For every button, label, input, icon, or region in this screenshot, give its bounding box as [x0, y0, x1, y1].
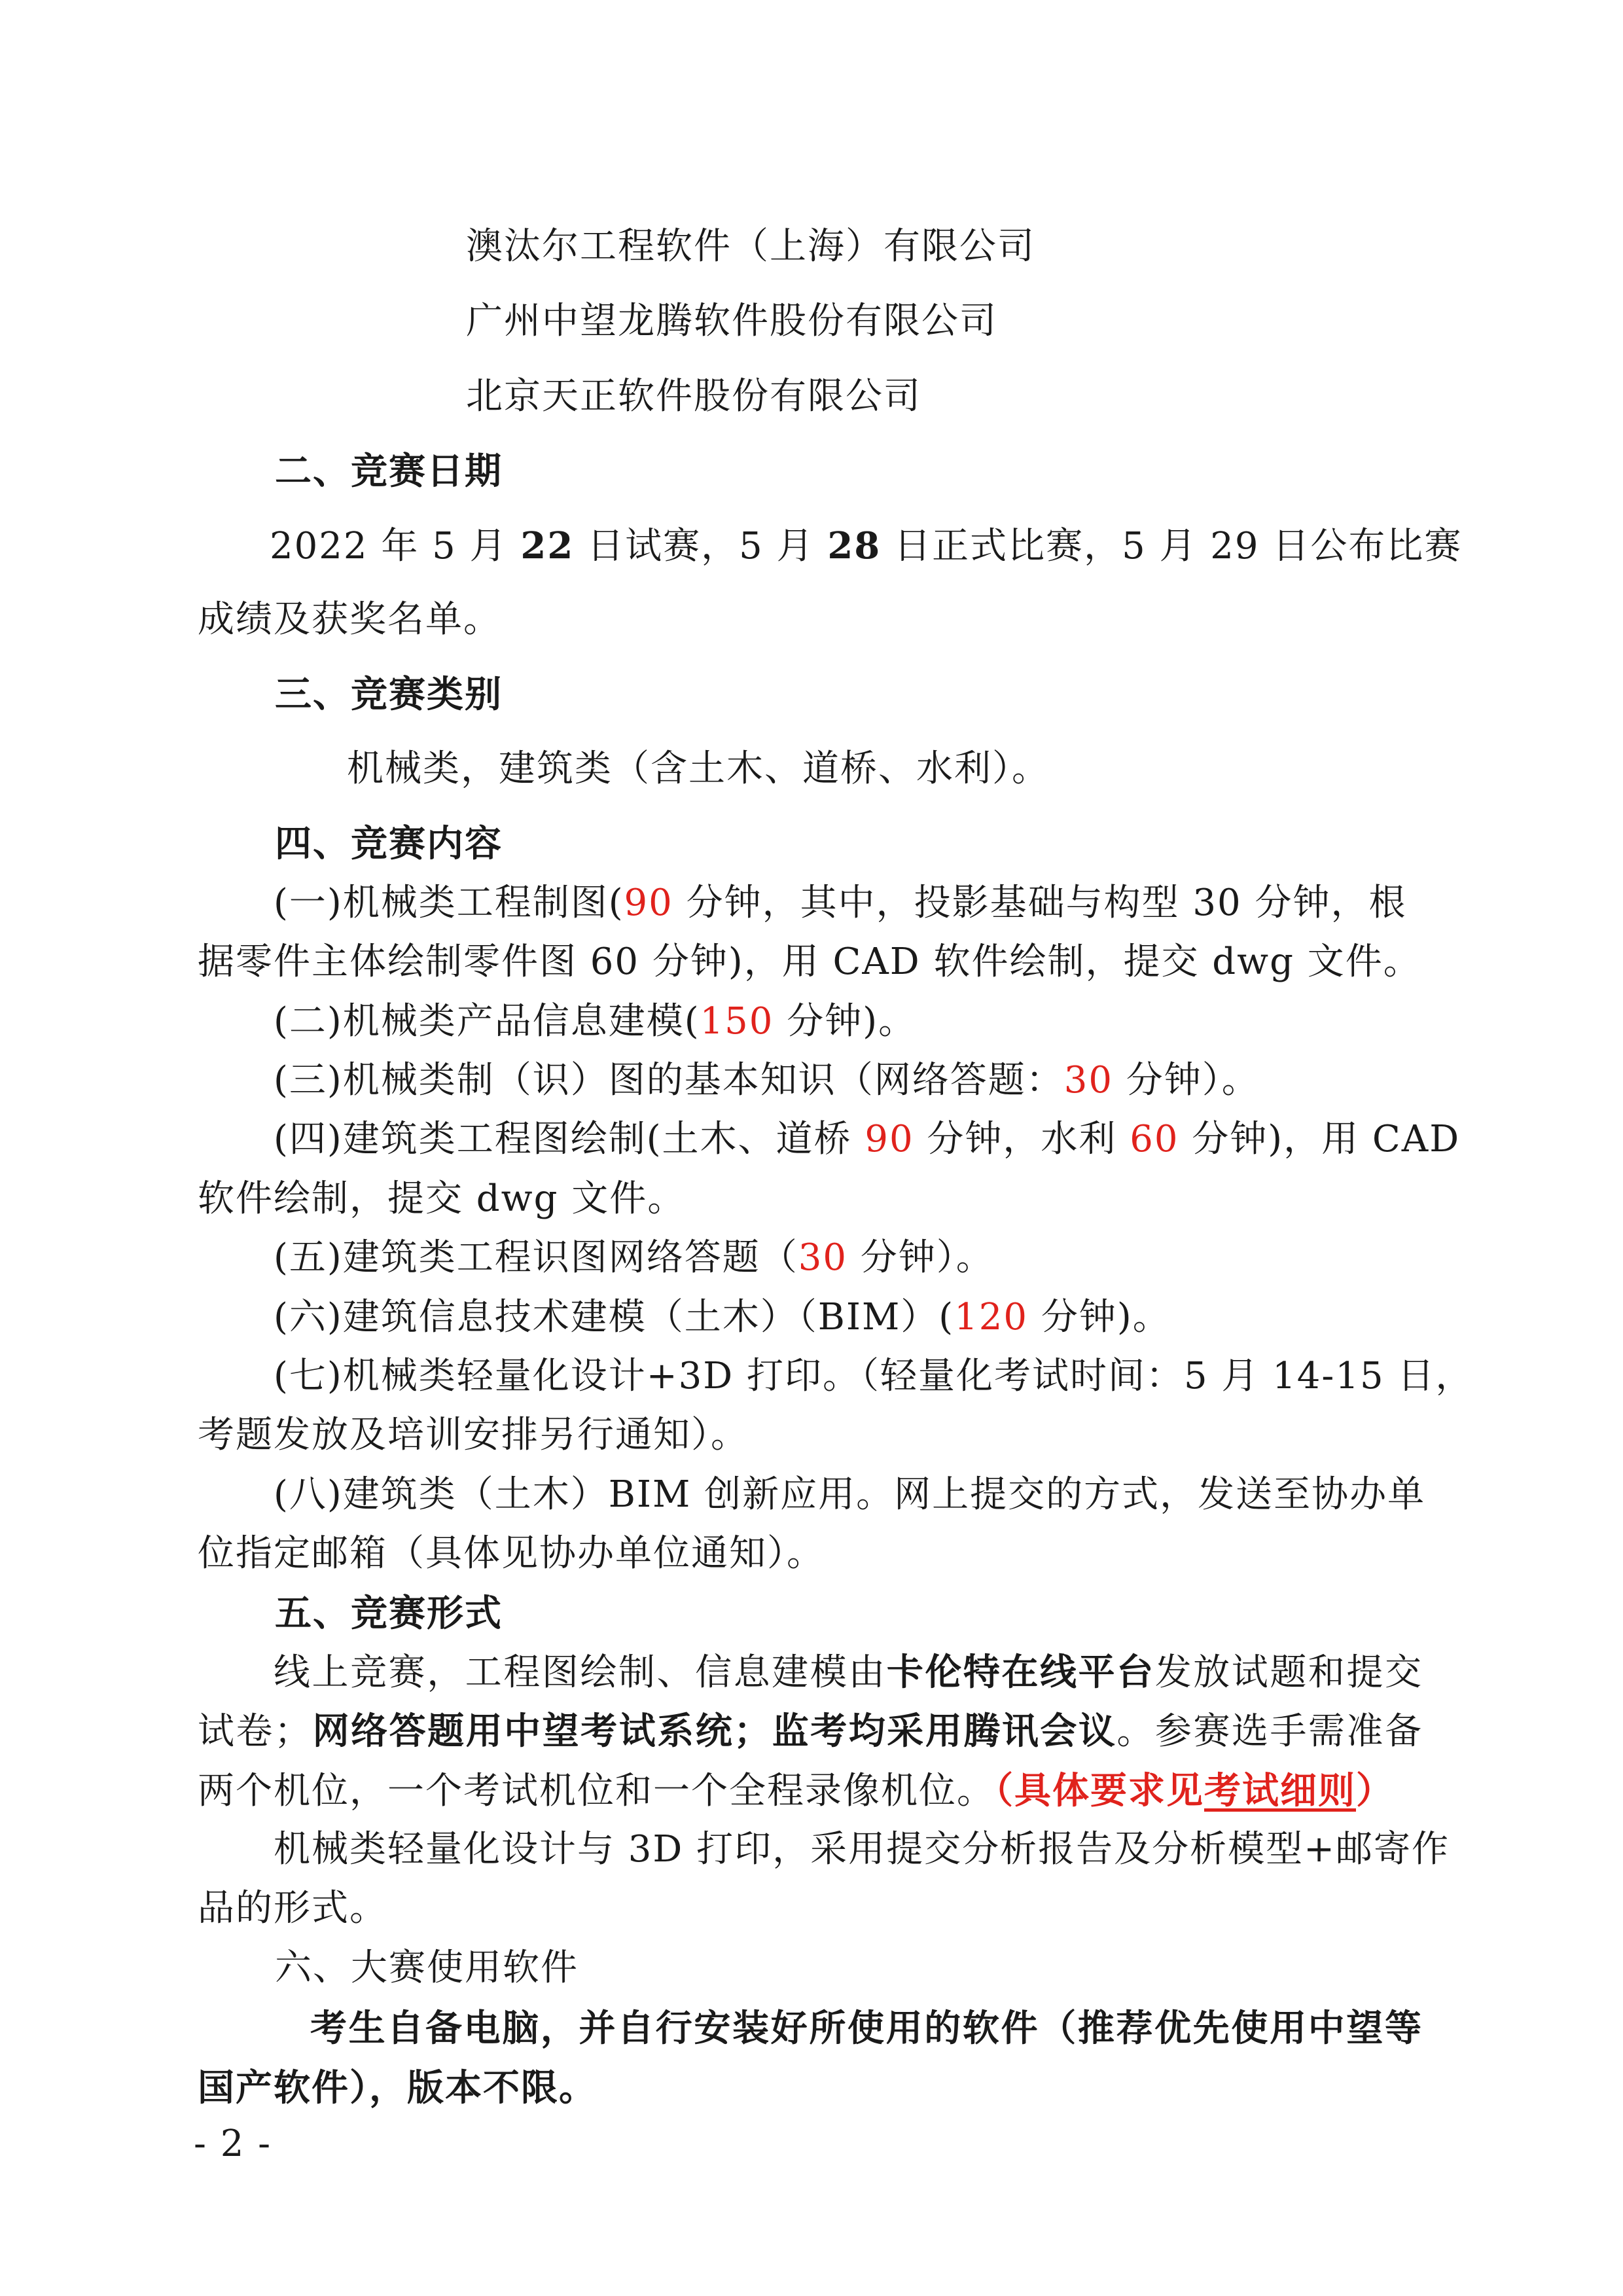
content-item-1-line-2: 据零件主体绘制零件图 60 分钟)，用 CAD 软件绘制，提交 dwg 文件。 — [198, 941, 1421, 983]
content-item-3: (三)机械类制（识）图的基本知识（网络答题：30 分钟）。 — [274, 1059, 1260, 1102]
software-line-1: 考生自备电脑，并自行安装好所使用的软件（推荐优先使用中望等 — [310, 2007, 1423, 2050]
content-item-2: (二)机械类产品信息建模(150 分钟)。 — [274, 1000, 917, 1043]
dates-line-2: 成绩及获奖名单。 — [198, 598, 501, 641]
section-heading-categories: 三、竞赛类别 — [275, 673, 503, 716]
content-item-4-line-2: 软件绘制，提交 dwg 文件。 — [198, 1177, 686, 1220]
content-item-4-line-1: (四)建筑类工程图绘制(土木、道桥 90 分钟，水利 60 分钟)，用 CAD — [274, 1118, 1461, 1160]
content-item-8-line-2: 位指定邮箱（具体见协办单位通知）。 — [198, 1532, 825, 1575]
software-line-2: 国产软件），版本不限。 — [198, 2066, 597, 2109]
content-item-8-line-1: (八)建筑类（土木）BIM 创新应用。网上提交的方式，发送至协办单 — [274, 1473, 1426, 1516]
content-item-7-line-2: 考题发放及培训安排另行通知）。 — [198, 1414, 749, 1456]
format-line-5: 品的形式。 — [198, 1887, 387, 1929]
page-number: - 2 - — [194, 2123, 272, 2165]
content-item-7-line-1: (七)机械类轻量化设计+3D 打印。（轻量化考试时间：5 月 14-15 日， — [274, 1355, 1474, 1397]
section-heading-software: 六、大赛使用软件 — [275, 1946, 579, 1989]
content-item-6: (六)建筑信息技术建模（土木）（BIM）(120 分钟)。 — [274, 1296, 1171, 1338]
organizer-1: 澳汰尔工程软件（上海）有限公司 — [466, 225, 1035, 268]
section-heading-dates: 二、竞赛日期 — [275, 450, 503, 493]
format-line-2: 试卷；网络答题用中望考试系统；监考均采用腾讯会议。参赛选手需准备 — [198, 1710, 1423, 1753]
dates-line-1: 2022 年 5 月 22 日试赛，5 月 28 日正式比赛，5 月 29 日公布比赛 — [270, 524, 1463, 567]
section-heading-content: 四、竞赛内容 — [275, 822, 503, 865]
content-item-5: (五)建筑类工程识图网络答题（30 分钟）。 — [274, 1236, 994, 1279]
organizer-2: 广州中望龙腾软件股份有限公司 — [466, 300, 997, 342]
organizer-3: 北京天正软件股份有限公司 — [466, 375, 921, 418]
content-item-1-line-1: (一)机械类工程制图(90 分钟，其中，投影基础与构型 30 分钟，根 — [274, 882, 1407, 924]
exam-rules-link[interactable]: 考试细则 — [1204, 1769, 1356, 1812]
categories-text: 机械类，建筑类（含土木、道桥、水利）。 — [347, 747, 1050, 790]
format-line-3: 两个机位，一个考试机位和一个全程录像机位。（具体要求见考试细则） — [198, 1769, 1394, 1812]
section-heading-format: 五、竞赛形式 — [275, 1592, 503, 1635]
format-line-1: 线上竞赛，工程图绘制、信息建模由卡伦特在线平台发放试题和提交 — [274, 1651, 1423, 1694]
format-line-4: 机械类轻量化设计与 3D 打印，采用提交分析报告及分析模型+邮寄作 — [274, 1828, 1450, 1871]
